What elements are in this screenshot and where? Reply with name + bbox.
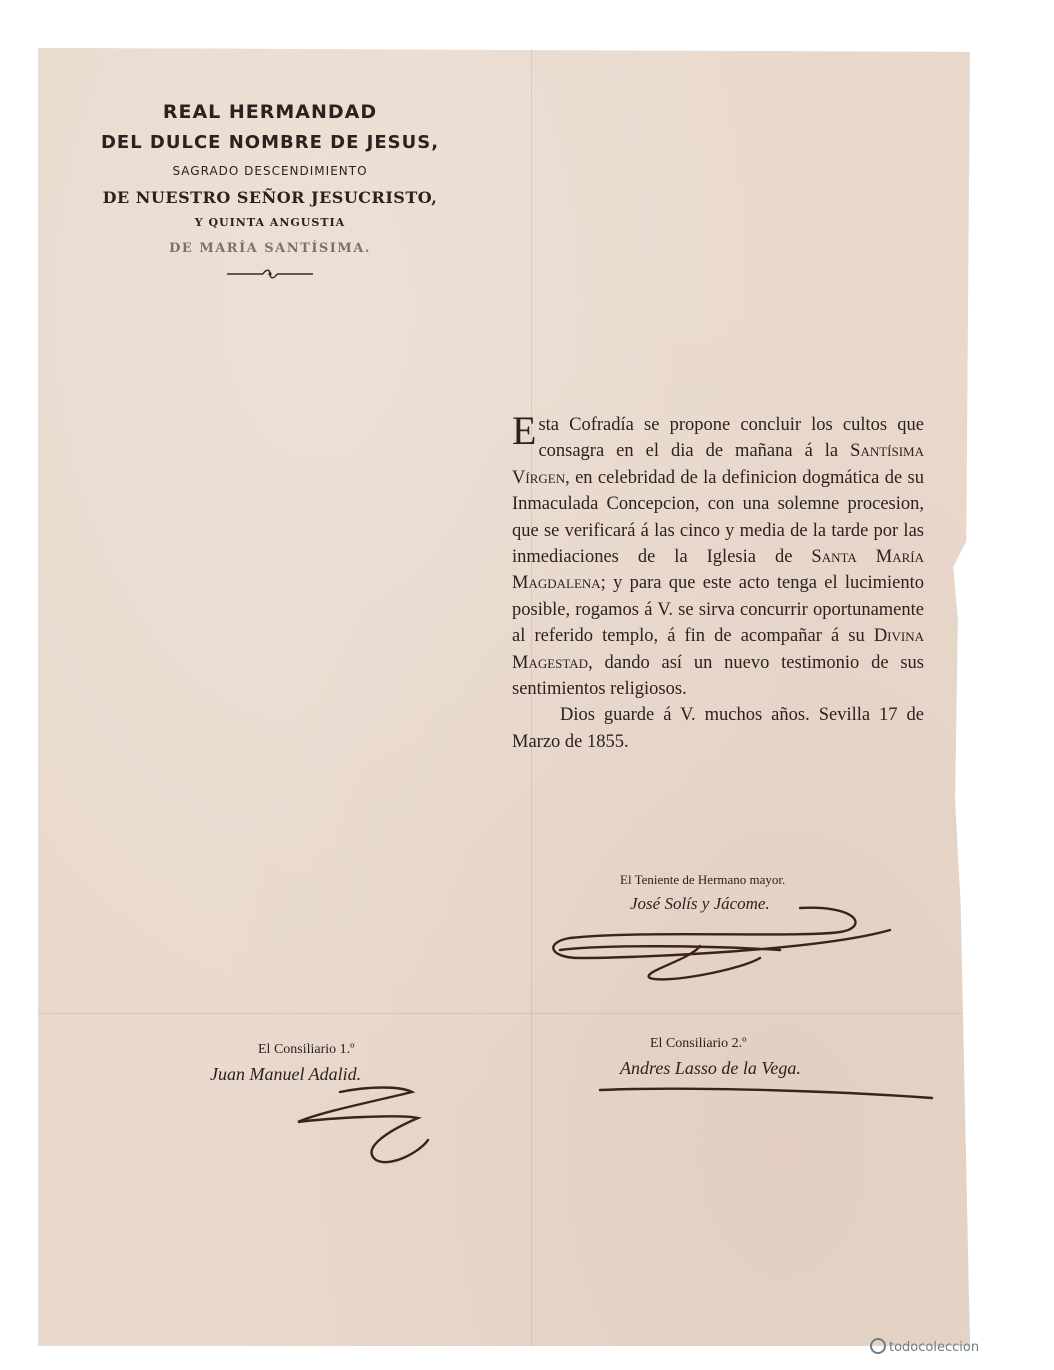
- signature-flourish-1: [553, 908, 890, 980]
- consiliario-1-name: Juan Manuel Adalid.: [210, 1064, 362, 1084]
- body-paragraph-2: Dios guarde á V. muchos años. Sevilla 17 de Marzo de 1855.: [512, 705, 924, 752]
- letterhead-line-4: DE NUESTRO SEÑOR JESUCRISTO,: [102, 188, 438, 207]
- watermark-logo-icon: [870, 1338, 886, 1354]
- signature-flourish-2: [298, 1088, 428, 1163]
- body-smallcaps: Santa María Magdalena: [512, 547, 924, 594]
- teniente-name: José Solís y Jácome.: [630, 894, 770, 913]
- letterhead-line-3: SAGRADO DESCENDIMIENTO: [172, 164, 368, 178]
- signature-flourish-3: [600, 1089, 932, 1098]
- body-text: , en celebridad de la definicion dogmática de su Inmaculada Concepcion, con una solemne procesion, que se verificará á las cinco y media de la tarde por las inmediaciones de la Iglesia de: [512, 467, 924, 568]
- body-text: sta Cofradía se propone concluir los cultos que consagra en el dia de mañana á la: [538, 415, 924, 462]
- body-text: ; y para que este acto tenga el lucimiento posible, rogamos á V. se sirva concurrir oportunamente al referido templo, á fin de acompañar á su: [512, 573, 924, 647]
- body-smallcaps: Divina Magestad: [512, 626, 924, 673]
- consiliario-2-name: Andres Lasso de la Vega.: [620, 1058, 801, 1078]
- consiliario-2-title: El Consiliario 2.º: [650, 1036, 747, 1051]
- letterhead-line-1: REAL HERMANDAD: [162, 101, 378, 123]
- body-smallcaps: Santísima Vírgen: [512, 441, 924, 488]
- watermark: [870, 1338, 979, 1355]
- consiliario-1-title: El Consiliario 1.º: [258, 1042, 355, 1057]
- letterhead-line-6: DE MARÍA SANTÍSIMA.: [169, 241, 371, 256]
- watermark-text: todocoleccion: [889, 1340, 980, 1355]
- drop-cap: E: [512, 408, 537, 453]
- letterhead-line-5: Y QUINTA ANGUSTIA: [194, 216, 346, 229]
- letterhead-line-2: DEL DULCE NOMBRE DE JESUS,: [100, 132, 440, 153]
- body-text: , dando así un nuevo testimonio de sus sentimientos religiosos.: [512, 652, 924, 700]
- teniente-title: El Teniente de Hermano mayor.: [620, 872, 786, 887]
